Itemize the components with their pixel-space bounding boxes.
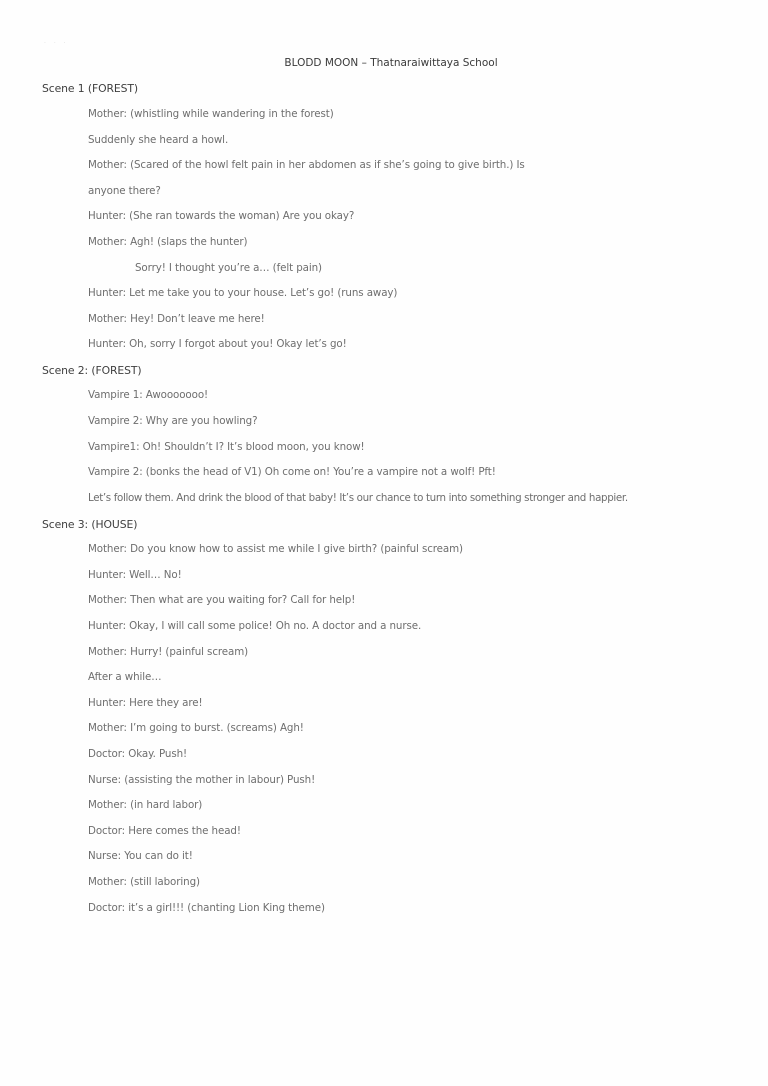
- script-line: Mother: (whistling while wandering in the forest): [88, 108, 334, 120]
- script-line: Vampire 2: (bonks the head of V1) Oh come on! You’re a vampire not a wolf! Pft!: [88, 466, 496, 478]
- script-line: Vampire1: Oh! Shouldn’t I? It’s blood moon, you know!: [88, 441, 365, 453]
- script-line: After a while…: [88, 671, 162, 683]
- script-line: Nurse: You can do it!: [88, 850, 193, 862]
- script-line: Vampire 1: Awooooooo!: [88, 389, 209, 401]
- scene-heading: Scene 3: (HOUSE): [42, 518, 138, 531]
- script-line: Mother: (in hard labor): [88, 799, 203, 811]
- scene-heading: Scene 1 (FOREST): [42, 82, 138, 95]
- script-line: Sorry! I thought you’re a… (felt pain): [135, 262, 322, 274]
- scene-heading: Scene 2: (FOREST): [42, 364, 142, 377]
- script-line: Hunter: Oh, sorry I forgot about you! Okay let’s go!: [88, 338, 347, 350]
- script-line: Mother: Do you know how to assist me while I give birth? (painful scream): [88, 543, 463, 555]
- script-line: Mother: Agh! (slaps the hunter): [88, 236, 248, 248]
- script-line: Hunter: Well… No!: [88, 569, 182, 581]
- document-title: BLODD MOON – Thatnaraiwittaya School: [284, 57, 498, 69]
- script-line: Mother: Hey! Don’t leave me here!: [88, 313, 265, 325]
- script-line: Hunter: (She ran towards the woman) Are you okay?: [88, 210, 355, 222]
- script-line: Hunter: Here they are!: [88, 697, 203, 709]
- script-line: Suddenly she heard a howl.: [88, 134, 229, 146]
- scan-artifact: · · ·: [44, 40, 69, 47]
- script-line: Let’s follow them. And drink the blood of that baby! It’s our chance to turn into something stronger and happier.: [88, 492, 628, 504]
- script-line: Mother: I’m going to burst. (screams) Agh!: [88, 722, 304, 734]
- script-line: anyone there?: [88, 185, 161, 197]
- script-line: Doctor: it’s a girl!!! (chanting Lion King theme): [88, 902, 325, 914]
- script-line: Mother: Then what are you waiting for? Call for help!: [88, 594, 356, 606]
- script-line: Vampire 2: Why are you howling?: [88, 415, 258, 427]
- script-line: Mother: Hurry! (painful scream): [88, 646, 249, 658]
- script-line: Doctor: Here comes the head!: [88, 825, 241, 837]
- script-line: Doctor: Okay. Push!: [88, 748, 188, 760]
- script-line: Mother: (still laboring): [88, 876, 200, 888]
- script-line: Hunter: Let me take you to your house. Let’s go! (runs away): [88, 287, 398, 299]
- script-line: Mother: (Scared of the howl felt pain in her abdomen as if she’s going to give birth.) Is: [88, 159, 525, 171]
- script-line: Nurse: (assisting the mother in labour) Push!: [88, 774, 316, 786]
- script-line: Hunter: Okay, I will call some police! Oh no. A doctor and a nurse.: [88, 620, 422, 632]
